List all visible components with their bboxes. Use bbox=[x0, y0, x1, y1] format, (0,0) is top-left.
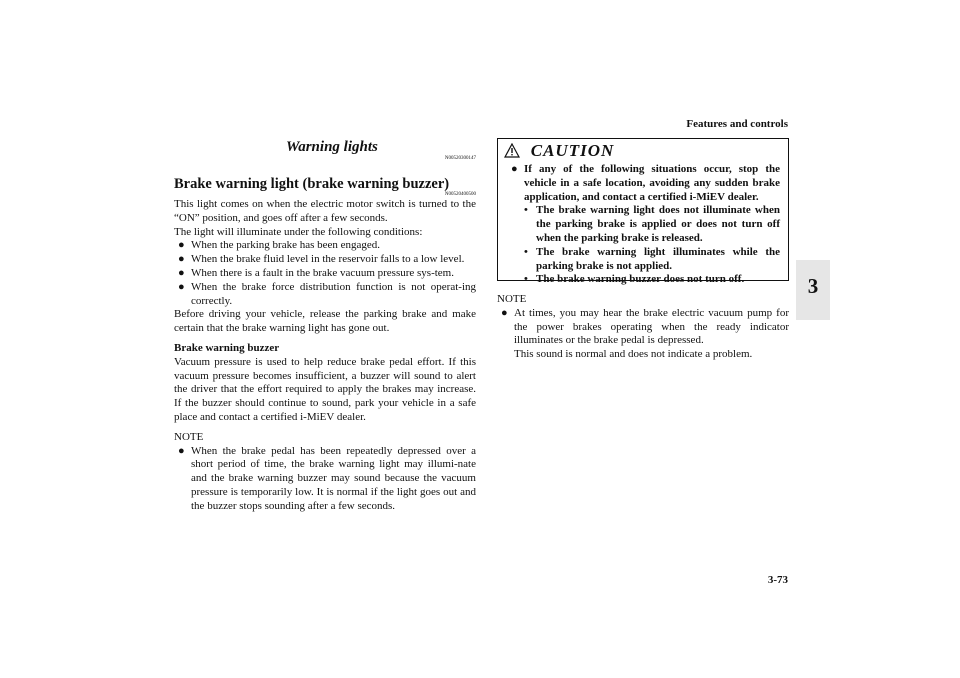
note-label: NOTE bbox=[174, 430, 204, 443]
list-item: ● When the brake force distribution function is not operat-ing correctly. bbox=[178, 280, 476, 307]
bullet-icon: ● bbox=[178, 266, 185, 279]
conditions-intro: The light will illuminate under the following conditions: bbox=[174, 225, 423, 238]
right-column bbox=[497, 138, 789, 362]
caution-title: CAUTION bbox=[530, 140, 615, 160]
chapter-tab-number: 3 bbox=[807, 274, 819, 298]
caution-subitem: • The brake warning buzzer does not turn off. bbox=[524, 273, 745, 286]
topic-heading: Brake warning light (brake warning buzzer) bbox=[174, 176, 450, 192]
caution-header bbox=[504, 140, 615, 163]
list-item: ● When the brake fluid level in the reservoir falls to a low level. bbox=[178, 253, 465, 266]
buzzer-subheading: Brake warning buzzer bbox=[174, 341, 280, 354]
bullet-icon: ● bbox=[178, 239, 185, 252]
bullet-icon: ● bbox=[178, 253, 185, 266]
note-list bbox=[497, 307, 789, 362]
note-list bbox=[174, 445, 476, 514]
page-number: 3-73 bbox=[767, 574, 788, 586]
caution-box bbox=[497, 138, 789, 286]
running-header-title: Features and controls bbox=[686, 118, 788, 130]
intro-paragraph: This light comes on when the electric motor switch is turned to the “ON” position, and goes off after a few seconds. bbox=[174, 198, 476, 224]
chapter-tab bbox=[796, 260, 830, 320]
section-code: N00520300147 bbox=[444, 156, 476, 161]
caution-list bbox=[507, 163, 780, 287]
buzzer-paragraph: Vacuum pressure is used to help reduce brake pedal effort. If this vacuum pressure becomes insufficient, a buzzer will sound to alert the driver that the effort required to apply the brakes may increase. If the buzzer should continue to sound, park your vehicle in a safe place and contact a certified i-MiEV dealer. bbox=[174, 355, 476, 423]
bullet-icon: ● bbox=[511, 163, 518, 175]
conditions-list bbox=[174, 239, 476, 308]
list-item: ● When there is a fault in the brake vacuum pressure sys-tem. bbox=[178, 266, 454, 279]
bullet-icon: ● bbox=[178, 280, 185, 293]
bullet-icon: ● bbox=[178, 444, 185, 457]
list-item: ● When the brake pedal has been repeatedly depressed over a short period of time, the brake warning light may illumi-nate and the brake warning buzzer may sound because the vacuum pressure is temporarily low. It is normal if the light goes out and the buzzer stops sounding after a few seconds. bbox=[178, 444, 476, 512]
before-driving-paragraph: Before driving your vehicle, release the parking brake and make certain that the brake warning light has gone out. bbox=[174, 308, 476, 335]
left-column bbox=[174, 138, 476, 514]
list-item: ● At times, you may hear the brake electric vacuum pump for the power brakes operating when the ready indicator illuminates or the brake pedal is depressed. This sound is normal and does not indicate a problem. bbox=[501, 306, 789, 361]
caution-subitem: • The brake warning light illuminates while the parking brake is not applied. bbox=[524, 245, 780, 272]
note-label: NOTE bbox=[497, 293, 527, 305]
note-conclusion: This sound is normal and does not indicate a problem. bbox=[514, 348, 753, 361]
section-title: Warning lights bbox=[286, 139, 378, 155]
topic-code: N00520400500 bbox=[444, 192, 476, 197]
caution-body bbox=[507, 163, 780, 287]
bullet-icon: ● bbox=[501, 306, 508, 319]
warning-triangle-icon bbox=[504, 143, 520, 158]
list-item: ● When the parking brake has been engaged. bbox=[178, 239, 381, 252]
caution-subitem: • The brake warning light does not illuminate when the parking brake is applied or does not turn off when the parking brake is released. bbox=[524, 204, 780, 244]
list-item: ● If any of the following situations occur, stop the vehicle in a safe location, avoiding any sudden brake application, and contact a certified i-MiEV dealer. • The brake warning light does not illuminate when the parking brake is applied or does not turn off when the parking brake is released. • The brake warning light illuminates while the parking brake is not applied. • The brake warning buzzer does not turn off. bbox=[511, 163, 780, 286]
